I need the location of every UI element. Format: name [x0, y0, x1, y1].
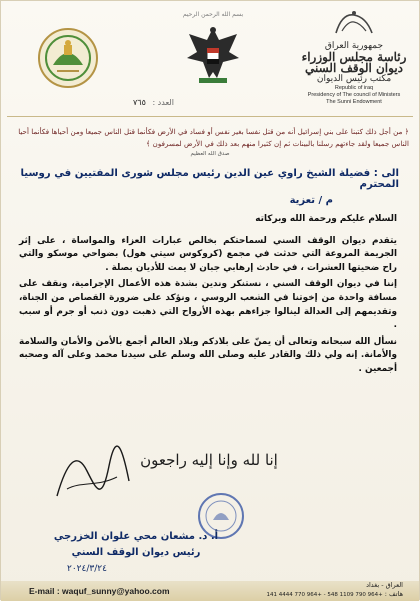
letterhead-left [37, 27, 99, 93]
signature-date: ٢٠٢٤/٣/٢٤ [67, 564, 107, 574]
en-endowment: The Sunni Endowment [326, 99, 382, 105]
phone-numbers: +964 790 1109 548 - +964 770 4444 141 [266, 592, 383, 598]
greeting: السلام عليكم ورحمة الله وبركاته [255, 214, 397, 224]
paragraph-3: نسأل الله سبحانه وتعالى أن يمنّ على بلادكم وبلاد العالم أجمع بالأمن والأمان والسلامة والأمانة. إنه ولي ذلك والقادر عليه وصلى الله وسلم على سيدنا محمد وعلى آله وصحبه أجمعين . [19, 336, 397, 374]
reference-value: ٧٦٥ [133, 98, 146, 107]
letter-body [19, 213, 397, 380]
en-country: Republic of iraq [334, 85, 374, 91]
subject: م / تعزية [289, 195, 333, 206]
verse-source: صدق الله العظيم [190, 151, 230, 157]
footer-phones-row [267, 590, 403, 600]
calligraphy-logo [299, 7, 409, 41]
office-name: مكتب رئيس الديوان [316, 74, 392, 84]
country-name: جمهورية العراق [324, 41, 384, 51]
reference-number [133, 98, 174, 107]
reference-label: العدد : [152, 98, 174, 107]
paragraph-2: إننا في ديوان الوقف السني ، نستنكر وندين بشدة هذه الأعمال الإجرامية، ونقف على مسافة واحدة من إخوتنا في الشعب الروسي ، ونؤكد على ضرورة القصاص من الجناة، وتقديمهم إلى العدالة لينالوا جزاءهم بهذه الأرواح التي ذهبت دون ذنب أو جرم أو سبب . [19, 279, 397, 331]
footer-email: E-mail : waquf_sunny@yahoo.com [29, 586, 170, 596]
endowment-name: ديوان الوقف السني [304, 61, 404, 75]
basmala: بسم الله الرحمن الرحيم [182, 11, 244, 18]
signatory-title: رئيس ديوان الوقف السني [71, 547, 201, 558]
addressee: الى : فضيلة الشيخ راوي عين الدين رئيس مجلس شورى المفتيين في روسيا المحترم [20, 168, 399, 190]
endowment-seal-icon [37, 27, 99, 89]
letterhead-center [163, 11, 263, 92]
phone-label: هاتف : [384, 590, 403, 598]
iraq-eagle-emblem [183, 18, 243, 88]
handwritten-signature [47, 441, 137, 511]
quran-verse: ﴿ من أجل ذلك كتبنا على بني إسرائيل أنه من قتل نفسا بغير نفس أو فساد في الأرض فكأنما قتل الناس جميعا ومن أحياها فكأنما أحيا الناس جميعا ولقد جاءتهم رسلنا بالبينات ثم إن كثيرا منهم بعد ذلك في الأرض لمسرفون ﴾ [18, 127, 409, 148]
header-divider [7, 116, 413, 117]
footer-address [267, 581, 403, 600]
paragraph-1: يتقدم ديوان الوقف السني لسماحتكم بخالص عبارات العزاء والمواساة ، على إثر الجريمة المروعة التي حدثت في مجمع (كروكوس سيتي هول) بضواحي موسكو والتي راح ضحيتها العشرات ، في حادث إرهابي جبان لا يمت للأديان بصلة . [19, 235, 397, 273]
signatory-name: أ. د. مشعان محي علوان الخزرجي [53, 531, 219, 542]
footer-city: العراق - بغداد [366, 581, 403, 589]
presidency-name: رئاسة مجلس الوزراء [301, 50, 407, 64]
en-presidency: Presidency of The council of Ministers [307, 92, 401, 98]
closing-verse: إنا لله وإنا إليه راجعون [140, 451, 278, 469]
letterhead-right [299, 7, 409, 106]
